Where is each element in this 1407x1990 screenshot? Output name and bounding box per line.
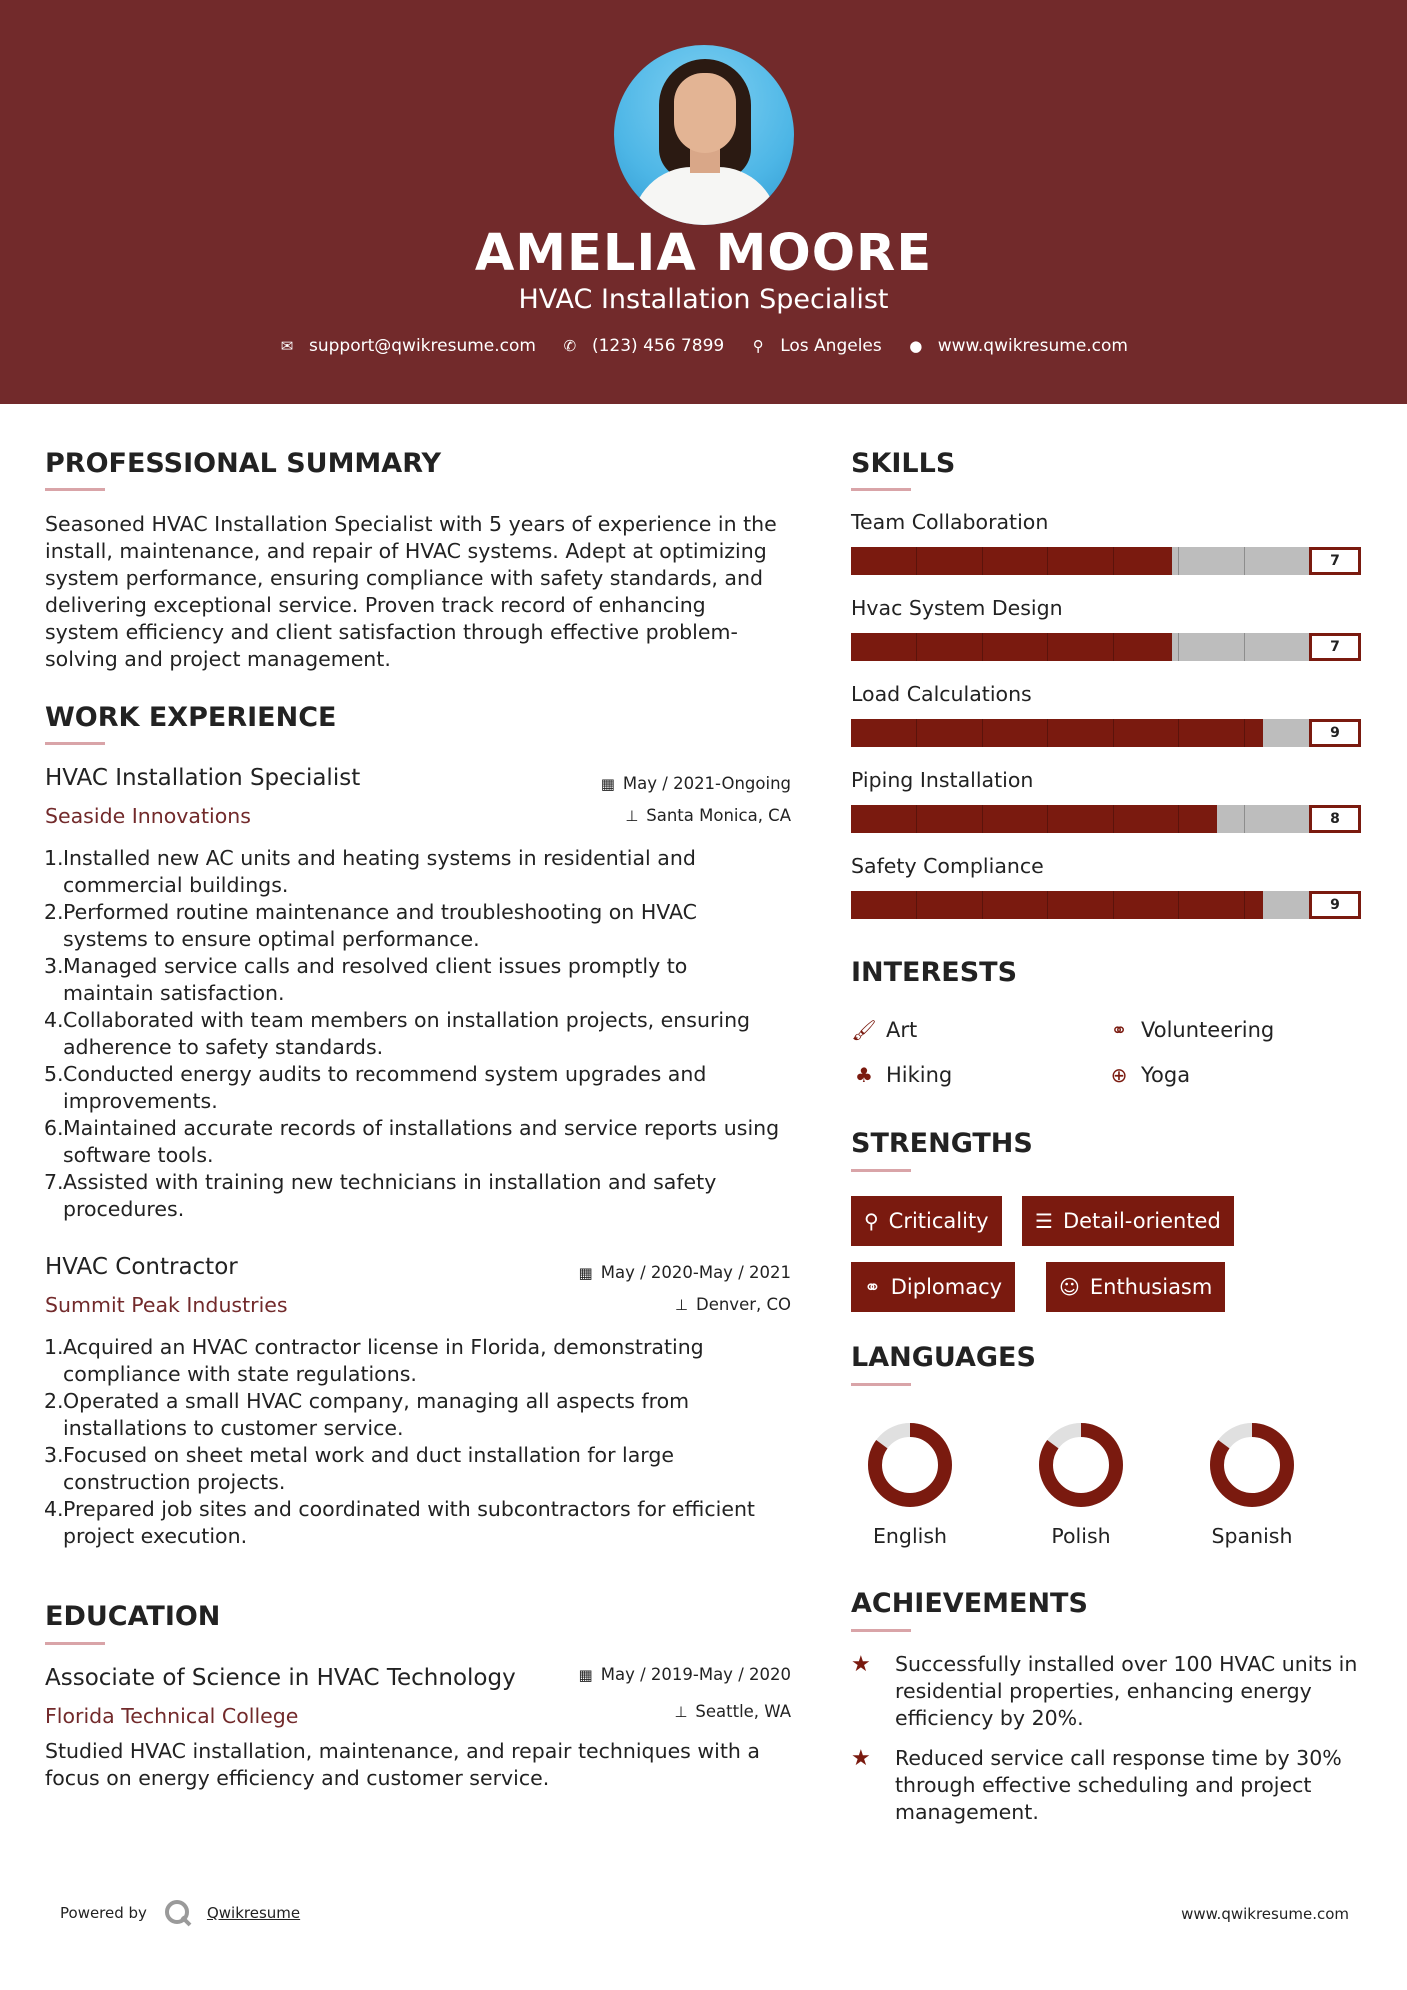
list-item: 5. Conducted energy audits to recommend system upgrades and improvements.	[44, 1062, 707, 1113]
contact-website[interactable]: ● www.qwikresume.com	[909, 336, 1128, 356]
skill-level-value: 7	[1309, 633, 1361, 661]
education-date: ▦ May / 2019-May / 2020	[578, 1665, 791, 1684]
skill-name: Hvac System Design	[851, 596, 1063, 620]
skill-bar-divider	[1178, 547, 1179, 575]
skill-bar-fill	[851, 805, 1217, 833]
skill-bar-fill	[851, 719, 1263, 747]
skill-bar-divider	[982, 547, 983, 575]
skill-bar-divider	[1178, 805, 1179, 833]
skill-bar-divider	[982, 891, 983, 919]
skill-bar-divider	[1047, 633, 1048, 661]
skill-bar-divider	[916, 891, 917, 919]
language-item	[1026, 1420, 1136, 1548]
qwikresume-link[interactable]: Qwikresume	[206, 1904, 301, 1922]
skill-bar-fill	[851, 633, 1172, 661]
job-responsibilities	[44, 1334, 804, 1550]
qwikresume-logo-icon	[163, 1898, 193, 1928]
avatar	[614, 45, 794, 225]
handshake-icon: ⚭	[864, 1275, 881, 1299]
skill-level-value: 9	[1309, 719, 1361, 747]
skill-bar-divider	[1113, 633, 1114, 661]
achievement-item: ★ Reduced service call response time by 30% through effective scheduling and project management.	[851, 1746, 1342, 1824]
skill-bar-divider	[1178, 891, 1179, 919]
skill-bar-divider	[982, 633, 983, 661]
strength-chip: ⚭ Diplomacy	[851, 1262, 1015, 1312]
strengths-heading: STRENGTHS	[851, 1128, 1033, 1159]
handshake-icon: ⚭	[1110, 1018, 1128, 1042]
interest-art: 🖌 Art	[851, 1018, 918, 1042]
job-location: ⊥ Santa Monica, CA	[625, 806, 791, 825]
education-heading: EDUCATION	[45, 1601, 221, 1632]
skill-name: Team Collaboration	[851, 510, 1049, 534]
list-item: 6. Maintained accurate records of installations and service reports using software tools.	[44, 1116, 780, 1167]
skill-bar-divider	[1047, 719, 1048, 747]
job-company: Seaside Innovations	[45, 804, 251, 828]
contact-bar	[0, 336, 1407, 356]
languages-heading: LANGUAGES	[851, 1342, 1036, 1373]
skill-bar-divider	[1113, 805, 1114, 833]
summary-text: Seasoned HVAC Installation Specialist with 5 years of experience in the install, maintenance, and repair of HVAC systems. Adept at optimizing system performance, ensuring compliance with safety standards, and delivering exceptional service. Proven track record of enhancing system efficiency and client satisfaction through effective problem- solving and project management.	[45, 512, 777, 671]
skill-bar-divider	[916, 633, 917, 661]
achievements-heading: ACHIEVEMENTS	[851, 1588, 1088, 1619]
list-item: 4. Prepared job sites and coordinated with subcontractors for efficient project execution.	[44, 1497, 755, 1548]
education-location: ⊥ Seattle, WA	[674, 1702, 791, 1721]
skill-bar	[851, 805, 1361, 833]
map-marker-icon: ⚲	[752, 337, 764, 355]
list-item: 4. Collaborated with team members on installation projects, ensuring adherence to safety standards.	[44, 1008, 751, 1059]
summary-rule	[45, 488, 105, 491]
skill-bar-divider	[1178, 633, 1179, 661]
calendar-icon: ▦	[578, 1263, 593, 1282]
star-icon: ★	[851, 1746, 871, 1771]
skill-bar	[851, 633, 1361, 661]
skill-level-value: 7	[1309, 547, 1361, 575]
job-date: ▦ May / 2020-May / 2021	[578, 1263, 791, 1282]
skill-level-value: 9	[1309, 891, 1361, 919]
strength-chip: ☺ Enthusiasm	[1046, 1262, 1225, 1312]
skill-bar	[851, 719, 1361, 747]
candidate-name: AMELIA MOORE	[474, 224, 933, 283]
interest-yoga: ⊕ Yoga	[1106, 1063, 1190, 1087]
skill-bar-fill	[851, 891, 1263, 919]
education-description: Studied HVAC installation, maintenance, and repair techniques with a focus on energy efficiency and customer service.	[45, 1739, 760, 1790]
job-date: ▦ May / 2021-Ongoing	[600, 774, 791, 793]
footer-branding	[60, 1898, 300, 1928]
language-proficiency-donut	[1036, 1420, 1126, 1510]
skill-level-value: 8	[1309, 805, 1361, 833]
skill-bar-divider	[916, 719, 917, 747]
education-rule	[45, 1642, 105, 1645]
calendar-icon: ▦	[578, 1665, 593, 1684]
phone-icon: ✆	[563, 337, 577, 355]
skill-bar-divider	[1113, 891, 1114, 919]
degree-title: Associate of Science in HVAC Technology	[45, 1665, 516, 1691]
job-title: HVAC Contractor	[45, 1254, 238, 1280]
experience-heading: WORK EXPERIENCE	[45, 702, 337, 733]
skill-name: Piping Installation	[851, 768, 1034, 792]
job-responsibilities	[44, 845, 804, 1223]
paintbrush-icon: 🖌	[851, 1018, 877, 1042]
pin-icon: ⊥	[625, 806, 639, 825]
resume-header	[0, 0, 1407, 404]
skill-bar-divider	[1244, 547, 1245, 575]
pin-icon: ⊥	[674, 1702, 688, 1721]
strength-chip: ⚲ Criticality	[851, 1196, 1002, 1246]
achievement-item: ★ Successfully installed over 100 HVAC units in residential properties, enhancing energy efficiency by 20%.	[851, 1652, 1358, 1730]
school-name: Florida Technical College	[45, 1704, 299, 1728]
contact-phone[interactable]: ✆ (123) 456 7899	[563, 336, 725, 356]
powered-by-label: Powered by	[60, 1904, 147, 1922]
star-icon: ★	[851, 1652, 871, 1677]
contact-location: ⚲ Los Angeles	[750, 336, 882, 356]
interest-hiking: ♣ Hiking	[851, 1063, 952, 1087]
language-proficiency-donut	[865, 1420, 955, 1510]
language-proficiency-donut	[1207, 1420, 1297, 1510]
skill-bar-divider	[982, 719, 983, 747]
skill-bar-divider	[1244, 805, 1245, 833]
interest-volunteering: ⚭ Volunteering	[1106, 1018, 1274, 1042]
language-name: Polish	[1051, 1524, 1111, 1548]
skill-bar-divider	[1047, 805, 1048, 833]
candidate-title: HVAC Installation Specialist	[518, 284, 889, 315]
skill-bar-divider	[916, 547, 917, 575]
skill-bar-divider	[1244, 719, 1245, 747]
list-item: 2. Operated a small HVAC company, managing all aspects from installations to customer service.	[44, 1389, 690, 1440]
skill-bar-divider	[1178, 719, 1179, 747]
job-company: Summit Peak Industries	[45, 1293, 288, 1317]
skills-heading: SKILLS	[851, 448, 956, 479]
list-icon: ☰	[1035, 1209, 1053, 1233]
strengths-rule	[851, 1169, 911, 1172]
list-item: 2. Performed routine maintenance and troubleshooting on HVAC systems to ensure optimal performance.	[44, 900, 697, 951]
calendar-icon: ▦	[600, 774, 615, 793]
search-icon: ⚲	[864, 1209, 879, 1233]
experience-rule	[45, 742, 105, 745]
skill-bar	[851, 891, 1361, 919]
job-title: HVAC Installation Specialist	[45, 765, 361, 791]
skill-bar-divider	[1047, 891, 1048, 919]
list-item: 7. Assisted with training new technicians in installation and safety procedures.	[44, 1170, 717, 1221]
skill-name: Load Calculations	[851, 682, 1032, 706]
skill-bar-divider	[982, 805, 983, 833]
skill-name: Safety Compliance	[851, 854, 1044, 878]
smile-icon: ☺	[1059, 1275, 1080, 1299]
skill-bar-divider	[1047, 547, 1048, 575]
skills-rule	[851, 488, 911, 491]
achievements-rule	[851, 1629, 911, 1632]
job-location: ⊥ Denver, CO	[674, 1295, 791, 1314]
list-item: 3. Managed service calls and resolved client issues promptly to maintain satisfaction.	[44, 954, 688, 1005]
language-name: Spanish	[1211, 1524, 1293, 1548]
tree-icon: ♣	[855, 1063, 873, 1087]
interests-heading: INTERESTS	[851, 957, 1018, 988]
lifebuoy-icon: ⊕	[1110, 1063, 1128, 1087]
contact-email[interactable]: ✉ support@qwikresume.com	[280, 336, 536, 356]
footer-url[interactable]: www.qwikresume.com	[1181, 1905, 1349, 1923]
skill-bar-fill	[851, 547, 1172, 575]
language-item	[855, 1420, 965, 1548]
envelope-icon: ✉	[280, 337, 294, 355]
list-item: 1. Installed new AC units and heating systems in residential and commercial buildings.	[44, 846, 696, 897]
skill-bar-divider	[1113, 547, 1114, 575]
skill-bar-divider	[1244, 633, 1245, 661]
skill-bar	[851, 547, 1361, 575]
skill-bar-divider	[1113, 719, 1114, 747]
languages-rule	[851, 1383, 911, 1386]
strength-chip: ☰ Detail-oriented	[1022, 1196, 1234, 1246]
skill-bar-divider	[1244, 891, 1245, 919]
summary-heading: PROFESSIONAL SUMMARY	[45, 448, 442, 479]
list-item: 1. Acquired an HVAC contractor license in Florida, demonstrating compliance with state regulations.	[44, 1335, 704, 1386]
language-item	[1197, 1420, 1307, 1548]
language-name: English	[872, 1524, 948, 1548]
globe-icon: ●	[909, 337, 923, 355]
skill-bar-divider	[916, 805, 917, 833]
list-item: 3. Focused on sheet metal work and duct installation for large construction projects.	[44, 1443, 674, 1494]
pin-icon: ⊥	[674, 1295, 688, 1314]
